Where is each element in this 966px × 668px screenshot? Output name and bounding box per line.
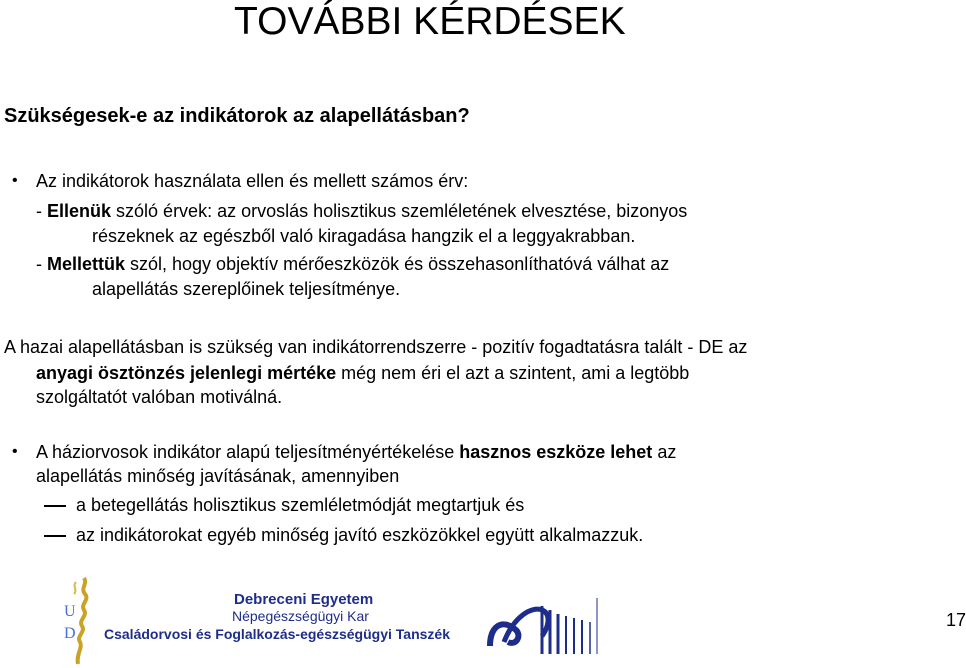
footer-faculty: Népegészségügyi Kar xyxy=(232,608,369,624)
university-crest-logo xyxy=(58,574,102,668)
bullet1-text: Az indikátorok használata ellen és mellett számos érv: xyxy=(36,171,469,191)
dash-prefix: - xyxy=(36,201,47,221)
footer-department: Családorvosi és Foglalkozás-egészségügyi Tanszék xyxy=(104,626,450,642)
slide-number: 17 xyxy=(945,610,966,630)
argument-against-line2: részeknek az egészből való kiragadása hangzik el a leggyakrabban. xyxy=(92,226,636,246)
dash-marker xyxy=(44,505,66,507)
sub-item-2: az indikátorokat egyéb minőség javító eszközökkel együtt alkalmazzuk. xyxy=(76,525,644,545)
bullet-dot: • xyxy=(12,172,18,189)
text-run: az xyxy=(652,442,677,462)
argument-for-line1 xyxy=(36,253,669,275)
text-run: A háziorvosok indikátor alapú teljesítményértékelése xyxy=(36,442,460,462)
bold-term: Ellenük xyxy=(47,201,112,221)
dash-prefix: - xyxy=(36,254,47,274)
dash-marker xyxy=(44,535,66,537)
department-logo xyxy=(486,596,600,656)
argument-for-line2: alapellátás szereplőinek teljesítménye. xyxy=(92,279,401,299)
bullet2-line2: alapellátás minőség javításának, amennyiben xyxy=(36,466,400,486)
slide-subtitle: Szükségesek-e az indikátorok az alapellátásban? xyxy=(4,105,470,127)
text-run: még nem éri el azt a szintent, ami a legtöbb xyxy=(336,363,690,383)
svg-text:U: U xyxy=(64,603,76,620)
text-run: szól, hogy objektív mérőeszközök és összehasonlíthatóvá válhat az xyxy=(125,254,670,274)
svg-text:D: D xyxy=(64,625,76,642)
sub-item-1: a betegellátás holisztikus szemléletmódját megtartjuk és xyxy=(76,495,525,515)
text-run: szóló érvek: az orvoslás holisztikus szemléletének elvesztése, bizonyos xyxy=(111,201,688,221)
argument-against-line1 xyxy=(36,200,687,222)
bullet-dot: • xyxy=(12,443,18,460)
paragraph-line2 xyxy=(36,362,689,384)
footer-university: Debreceni Egyetem xyxy=(234,591,374,608)
bold-term: anyagi ösztönzés jelenlegi mértéke xyxy=(36,363,337,383)
bold-term: hasznos eszköze lehet xyxy=(459,442,653,462)
bold-term: Mellettük xyxy=(47,254,126,274)
paragraph-line3: szolgáltatót valóban motiválná. xyxy=(36,387,283,407)
slide-title: TOVÁBBI KÉRDÉSEK xyxy=(234,0,626,43)
paragraph-line1: A hazai alapellátásban is szükség van indikátorrendszerre - pozitív fogadtatásra talált - DE az xyxy=(4,337,748,357)
bullet2-line1 xyxy=(36,441,676,463)
